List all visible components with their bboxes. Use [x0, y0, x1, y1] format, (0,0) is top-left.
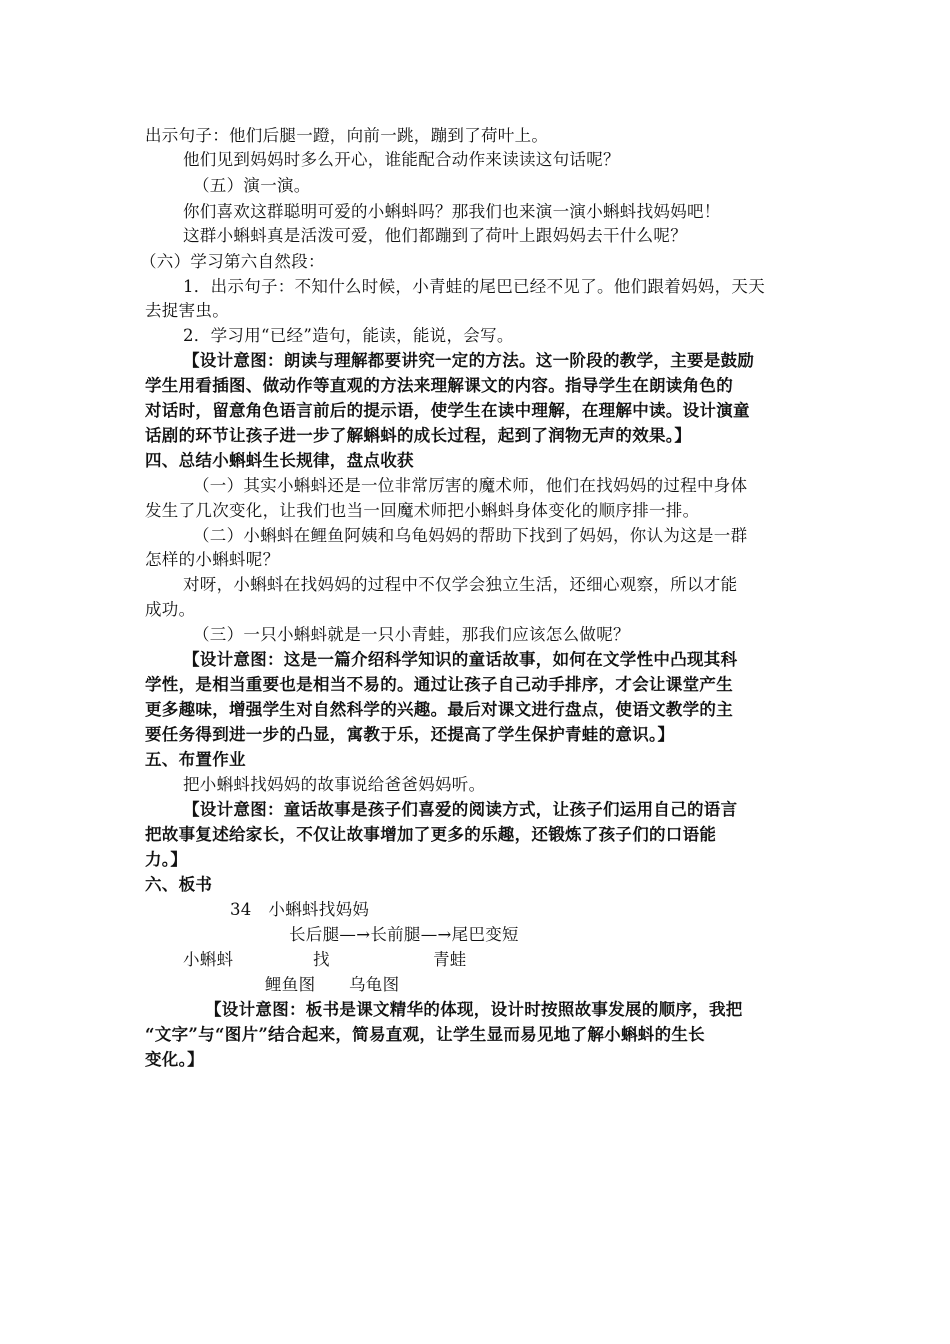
text-line: 发生了几次变化，让我们也当一回魔术师把小蝌蚪身体变化的顺序排一排。	[145, 501, 700, 520]
design-intent-line: 对话时，留意角色语言前后的提示语，使学生在读中理解，在理解中读。设计演童	[145, 401, 750, 420]
section-heading: 六、板书	[145, 875, 213, 894]
section-heading: 五、布置作业	[145, 750, 246, 769]
design-intent-line: 要任务得到进一步的凸显，寓教于乐，还提高了学生保护青蛙的意识。】	[145, 725, 675, 744]
text-line: （六）学习第六自然段：	[140, 252, 325, 271]
design-intent-line: 话剧的环节让孩子进一步了解蝌蚪的成长过程，起到了润物无声的效果。】	[145, 426, 692, 445]
board-sequence: 长后腿—→长前腿—→尾巴变短	[289, 925, 519, 944]
design-intent-line: “文字”与“图片”结合起来，简易直观，让学生显而易见地了解小蝌蚪的生长	[145, 1025, 705, 1044]
text-line: 怎样的小蝌蚪呢？	[145, 550, 280, 569]
board-helpers: 鲤鱼图 乌龟图	[265, 975, 400, 994]
design-intent-line: 更多趣味，增强学生对自然科学的兴趣。最后对课文进行盘点，使语文教学的主	[145, 700, 733, 719]
design-intent-line: 【设计意图：童话故事是孩子们喜爱的阅读方式，让孩子们运用自己的语言	[183, 800, 738, 819]
board-title: 34 小蝌蚪找妈妈	[230, 900, 370, 919]
text-line: 出示句子：他们后腿一蹬，向前一跳，蹦到了荷叶上。	[145, 126, 549, 145]
design-intent-line: 力。】	[145, 850, 188, 869]
section-heading: 四、总结小蝌蚪生长规律，盘点收获	[145, 451, 414, 470]
text-line: （五）演一演。	[193, 176, 311, 195]
board-middle: 找	[313, 950, 330, 969]
text-line: 1．出示句子：不知什么时候，小青蛙的尾巴已经不见了。他们跟着妈妈，天天	[183, 277, 765, 296]
text-line: 去捉害虫。	[145, 301, 229, 320]
text-line: （一）其实小蝌蚪还是一位非常厉害的魔术师，他们在找妈妈的过程中身体	[193, 476, 748, 495]
text-line: 把小蝌蚪找妈妈的故事说给爸爸妈妈听。	[183, 775, 486, 794]
design-intent-line: 学性，是相当重要也是相当不易的。通过让孩子自己动手排序，才会让课堂产生	[145, 675, 733, 694]
text-line: 你们喜欢这群聪明可爱的小蝌蚪吗？那我们也来演一演小蝌蚪找妈妈吧！	[183, 202, 721, 221]
design-intent-line: 【设计意图：板书是课文精华的体现，设计时按照故事发展的顺序，我把	[205, 1000, 743, 1019]
design-intent-line: 【设计意图：这是一篇介绍科学知识的童话故事，如何在文学性中凸现其科	[183, 650, 738, 669]
text-line: （三）一只小蝌蚪就是一只小青蛙，那我们应该怎么做呢？	[193, 625, 630, 644]
design-intent-line: 【设计意图：朗读与理解都要讲究一定的方法。这一阶段的教学，主要是鼓励	[183, 351, 755, 370]
text-line: 对呀，小蝌蚪在找妈妈的过程中不仅学会独立生活，还细心观察，所以才能	[183, 575, 738, 594]
text-line: 他们见到妈妈时多么开心，谁能配合动作来读读这句话呢？	[183, 150, 620, 169]
text-line: 这群小蝌蚪真是活泼可爱，他们都蹦到了荷叶上跟妈妈去干什么呢？	[183, 226, 687, 245]
text-line: （二）小蝌蚪在鲤鱼阿姨和乌龟妈妈的帮助下找到了妈妈，你认为这是一群	[193, 526, 748, 545]
board-right: 青蛙	[433, 950, 467, 969]
text-line: 2．学习用“已经”造句，能读，能说，会写。	[183, 326, 514, 345]
text-line: 成功。	[145, 600, 196, 619]
board-left: 小蝌蚪	[183, 950, 234, 969]
design-intent-line: 把故事复述给家长，不仅让故事增加了更多的乐趣，还锻炼了孩子们的口语能	[145, 825, 717, 844]
design-intent-line: 学生用看插图、做动作等直观的方法来理解课文的内容。指导学生在朗读角色的	[145, 376, 733, 395]
design-intent-line: 变化。】	[145, 1050, 204, 1069]
